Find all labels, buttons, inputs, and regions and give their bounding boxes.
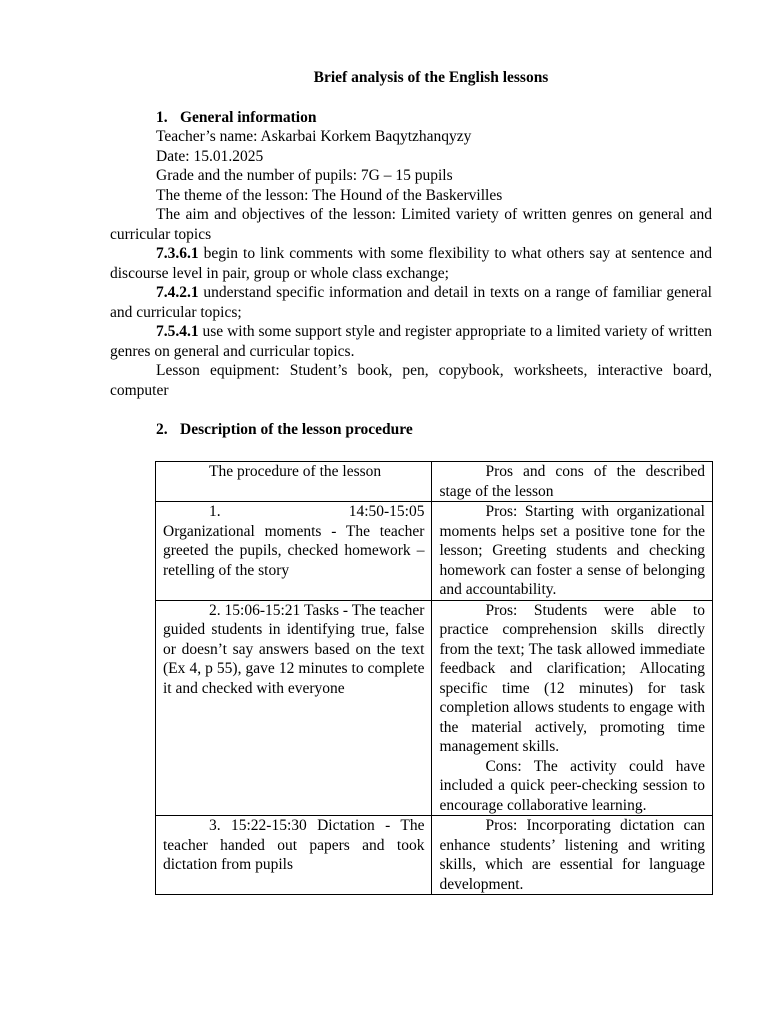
- lesson-date: Date: 15.01.2025: [156, 147, 264, 165]
- table-row: [156, 600, 713, 816]
- table-header-cell: [432, 462, 713, 502]
- step-number: 1.: [209, 503, 221, 520]
- objective-code: 7.5.4.1: [156, 323, 199, 340]
- cons-text: Cons: The activity could have included a quick peer-checking session to encourage collaborative learning.: [439, 757, 705, 814]
- pros-text: Pros: Starting with organizational moments helps set a positive tone for the lesson; Greeting students and checking homework can foster a sense of belonging and accountability.: [439, 503, 705, 598]
- lesson-equipment: Lesson equipment: Student’s book, pen, copybook, worksheets, interactive board, computer: [110, 362, 712, 399]
- section-title: Description of the lesson procedure: [180, 421, 413, 438]
- pros-text: Pros: Students were able to practice comprehension skills directly from the text; The task allowed immediate feedback and clarification; Allocating specific time (12 minutes) for task completion allows students to engage with the material actively, promoting time management skills.: [439, 601, 705, 755]
- objective-item: [110, 283, 712, 322]
- procedure-cell: [156, 600, 432, 816]
- step-text: Organizational moments - The teacher greeted the pupils, checked homework – retelling of the story: [163, 522, 425, 579]
- objective-code: 7.4.2.1: [156, 284, 199, 301]
- table-header-row: [156, 462, 713, 502]
- analysis-cell: [432, 600, 713, 816]
- header-text: Pros and cons of the described stage of the lesson: [439, 463, 705, 500]
- objective-item: [110, 244, 712, 283]
- objective-text: begin to link comments with some flexibility to what others say at sentence and discourse level in pair, group or whole class exchange;: [110, 245, 712, 282]
- objective-text: understand specific information and detail in texts on a range of familiar general and curricular topics;: [110, 284, 712, 321]
- lesson-aim: The aim and objectives of the lesson: Limited variety of written genres on general and curricular topics: [110, 206, 712, 243]
- document-title: Brief analysis of the English lessons: [313, 69, 549, 86]
- teacher-name: Teacher’s name: Askarbai Korkem Baqytzhanqyzy: [156, 128, 472, 145]
- objective-item: [110, 322, 712, 361]
- grade-info: Grade and the number of pupils: 7G – 15 pupils: [156, 167, 453, 184]
- procedure-cell: [156, 502, 432, 601]
- procedure-table: [155, 461, 713, 895]
- pros-text: Pros: Incorporating dictation can enhance students’ listening and writing skills, which are essential for language development.: [439, 817, 705, 893]
- section-number: 2.: [156, 421, 168, 438]
- table-row: [156, 816, 713, 895]
- section-heading-general: [110, 108, 712, 128]
- table-row: [156, 502, 713, 601]
- step-time: 14:50-15:05: [348, 503, 425, 520]
- analysis-cell: [432, 502, 713, 601]
- section-number: 1.: [156, 108, 168, 126]
- table-header-cell: [156, 462, 432, 502]
- step-heading: [163, 502, 424, 522]
- section-title: General information: [180, 108, 317, 126]
- step-text: 3. 15:22-15:30 Dictation - The teacher handed out papers and took dictation from pupils: [163, 817, 425, 873]
- step-text: 2. 15:06-15:21 Tasks - The teacher guided students in identifying true, false or doesn’t say answers based on the text (Ex 4, p 55), gave 12 minutes to complete it and checked with everyone: [163, 601, 425, 697]
- section-heading-procedure: [110, 420, 712, 440]
- analysis-cell: [432, 816, 713, 895]
- objective-text: use with some support style and register appropriate to a limited variety of written genres on general and curricular topics.: [110, 323, 712, 360]
- header-text: The procedure of the lesson: [209, 463, 382, 480]
- procedure-cell: [156, 816, 432, 895]
- lesson-theme: The theme of the lesson: The Hound of the Baskervilles: [156, 186, 503, 204]
- document-body: [110, 68, 712, 440]
- objective-code: 7.3.6.1: [156, 245, 199, 262]
